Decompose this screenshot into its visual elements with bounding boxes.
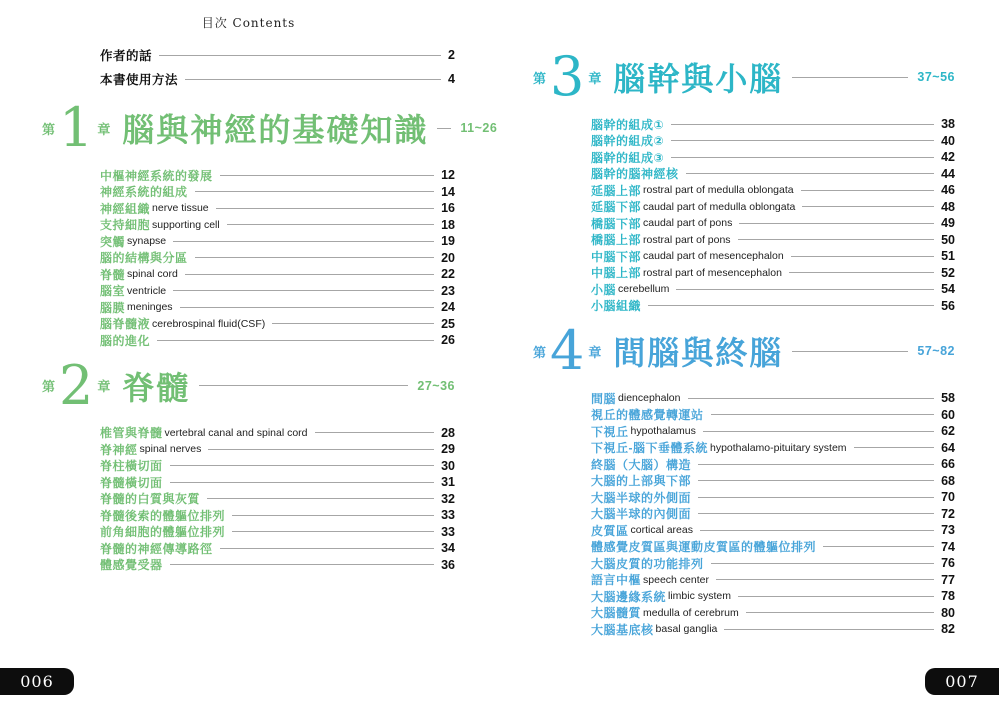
toc-entry-row — [100, 540, 455, 557]
leader-line — [700, 530, 934, 531]
entry-page-number: 14 — [441, 184, 455, 199]
entry-title-en: spinal nerves — [139, 443, 202, 456]
entry-page-number: 40 — [941, 133, 955, 148]
entry-page-number: 66 — [941, 457, 955, 472]
toc-entry-row — [100, 233, 455, 250]
leader-line — [792, 77, 908, 78]
toc-entry-row — [591, 440, 955, 457]
chapter-page-range: 57~82 — [917, 344, 955, 358]
chapters-left-column — [42, 96, 498, 573]
chapter-suffix-label: 章 — [588, 344, 602, 360]
entry-page-number: 76 — [941, 556, 955, 571]
leader-line — [791, 256, 934, 257]
toc-entry-row — [100, 316, 455, 333]
entry-page-number: 64 — [941, 440, 955, 455]
toc-entry-row — [591, 390, 955, 407]
chapter-entry-list — [100, 425, 455, 574]
entry-title-zh: 前角細胞的體軀位排列 — [100, 525, 226, 540]
entry-title-en: hypothalamo-pituitary system — [710, 441, 847, 454]
leader-line — [676, 289, 934, 290]
toc-entry-row — [100, 184, 455, 201]
right-page — [533, 40, 955, 638]
entry-title-zh: 視丘的體感覺轉運站 — [591, 408, 704, 423]
toc-entry-row — [100, 299, 455, 316]
leader-line — [232, 531, 434, 532]
entry-title-en: caudal part of mesencephalon — [643, 250, 784, 263]
entry-title-zh: 脊髓 — [100, 267, 126, 282]
leader-line — [272, 323, 434, 324]
toc-entry-row — [591, 522, 955, 539]
front-matter-row — [100, 43, 455, 67]
leader-line — [220, 175, 435, 176]
entry-page-number: 77 — [941, 572, 955, 587]
leader-line — [724, 629, 934, 630]
leader-line — [688, 398, 935, 399]
entry-title-zh: 脊柱橫切面 — [100, 459, 163, 474]
toc-entry-row — [100, 167, 455, 184]
entry-page-number: 72 — [941, 506, 955, 521]
chapter-entry-list — [100, 167, 455, 349]
entry-page-number: 78 — [941, 589, 955, 604]
toc-entry-row — [591, 281, 955, 298]
entry-page-number: 25 — [441, 316, 455, 331]
entry-page-number: 74 — [941, 539, 955, 554]
entry-title-zh: 腦幹的腦神經核 — [591, 167, 679, 182]
leader-line — [315, 432, 435, 433]
chapter-number: 3 — [550, 45, 585, 108]
leader-line — [437, 128, 451, 129]
leader-line — [170, 465, 435, 466]
entry-title-en: basal ganglia — [655, 623, 718, 636]
entry-title-zh: 大腦基底核 — [591, 622, 654, 637]
leader-line — [185, 79, 441, 80]
leader-line — [711, 563, 935, 564]
entry-title-zh: 大腦皮質的功能排列 — [591, 556, 704, 571]
entry-title-en: hypothalamus — [630, 425, 696, 438]
leader-line — [739, 223, 934, 224]
chapter-title: 脊髓 — [122, 369, 191, 406]
leader-line — [195, 191, 435, 192]
entry-title-en: rostral part of medulla oblongata — [643, 184, 794, 197]
toc-entry-row — [591, 149, 955, 166]
leader-line — [185, 274, 434, 275]
entry-page-number: 51 — [941, 249, 955, 264]
entry-page-number: 36 — [441, 557, 455, 572]
entry-title-zh: 腦幹的組成② — [591, 134, 665, 149]
entry-title-en: caudal part of pons — [643, 217, 733, 230]
toc-entry-row — [591, 473, 955, 490]
leader-line — [220, 548, 435, 549]
chapter-3 — [533, 45, 955, 314]
entry-page-number: 80 — [941, 605, 955, 620]
entry-title-zh: 脊神經 — [100, 442, 138, 457]
entry-title-zh: 支持細胞 — [100, 218, 151, 233]
chapter-title: 腦與神經的基礎知識 — [122, 112, 429, 148]
entry-page-number: 20 — [441, 250, 455, 265]
chapter-suffix-label: 章 — [97, 379, 111, 394]
leader-line — [738, 239, 935, 240]
chapter-heading — [42, 96, 498, 159]
entry-title-zh: 椎管與脊髓 — [100, 426, 163, 441]
toc-entry-row — [591, 588, 955, 605]
entry-title-en: medulla of cerebrum — [643, 606, 739, 619]
entry-page-number: 48 — [941, 199, 955, 214]
entry-page-number: 62 — [941, 424, 955, 439]
entry-page-number: 38 — [941, 117, 955, 132]
entry-page-number: 52 — [941, 265, 955, 280]
leader-line — [648, 305, 934, 306]
entry-title-zh: 腦的結構與分區 — [100, 251, 188, 266]
page-number-right: 007 — [925, 668, 999, 695]
entry-page-number: 23 — [441, 283, 455, 298]
leader-line — [671, 157, 934, 158]
entry-title-zh: 中腦下部 — [591, 249, 642, 264]
toc-entry-row — [591, 166, 955, 183]
chapter-1 — [42, 96, 498, 349]
toc-entry-row — [100, 491, 455, 508]
entry-page-number: 49 — [941, 216, 955, 231]
entry-title-zh: 小腦 — [591, 282, 617, 297]
entry-title-en: rostral part of pons — [643, 233, 731, 246]
chapter-suffix-label: 章 — [588, 70, 602, 86]
leader-line — [854, 447, 935, 448]
toc-entry-row — [100, 474, 455, 491]
entry-page-number: 32 — [441, 491, 455, 506]
toc-entry-row — [100, 425, 455, 442]
toc-entry-row — [591, 182, 955, 199]
entry-title-zh: 下視丘-腦下垂體系統 — [591, 441, 708, 456]
chapter-prefix-label: 第 — [533, 344, 547, 360]
entry-title-en: synapse — [127, 235, 167, 248]
entry-title-zh: 體感覺皮質區與運動皮質區的體軀位排列 — [591, 540, 817, 555]
entry-title-en: ventricle — [127, 284, 167, 297]
entry-title-zh: 下視丘 — [591, 424, 629, 439]
entry-page-number: 30 — [441, 458, 455, 473]
entry-title-en: nerve tissue — [152, 202, 209, 215]
entry-title-zh: 脊髓後索的體軀位排列 — [100, 508, 226, 523]
left-page — [42, 14, 498, 573]
toc-entry-row — [100, 458, 455, 475]
toc-entry-row — [591, 199, 955, 216]
chapter-page-range: 27~36 — [417, 378, 455, 393]
entry-title-zh: 橋腦上部 — [591, 233, 642, 248]
entry-title-zh: 大腦髓質 — [591, 606, 642, 621]
chapter-heading — [533, 319, 955, 382]
contents-header: 目次 Contents — [201, 16, 296, 30]
entry-page-number: 82 — [941, 622, 955, 637]
toc-entry-row — [591, 407, 955, 424]
entry-title-zh: 延腦上部 — [591, 183, 642, 198]
entry-title-zh: 大腦半球的外側面 — [591, 490, 692, 505]
entry-page-number: 33 — [441, 508, 455, 523]
chapter-number: 1 — [59, 96, 94, 159]
entry-page-number: 33 — [441, 524, 455, 539]
page-number: 4 — [448, 72, 455, 86]
toc-entry-row — [591, 298, 955, 315]
leader-line — [207, 498, 434, 499]
leader-line — [792, 351, 908, 352]
entry-title-zh: 脊髓的白質與灰質 — [100, 492, 201, 507]
entry-title-en: speech center — [643, 573, 709, 586]
entry-page-number: 44 — [941, 166, 955, 181]
entry-title-zh: 神經組織 — [100, 201, 151, 216]
leader-line — [716, 579, 934, 580]
chapter-title: 腦幹與小腦 — [613, 61, 784, 97]
toc-entry-row — [591, 555, 955, 572]
entry-title-zh: 脊髓橫切面 — [100, 475, 163, 490]
entry-page-number: 46 — [941, 183, 955, 198]
leader-line — [746, 612, 934, 613]
leader-line — [801, 190, 934, 191]
entry-title-zh: 神經系統的組成 — [100, 185, 188, 200]
entry-title-zh: 大腦半球的內側面 — [591, 507, 692, 522]
front-matter-title: 本書使用方法 — [100, 73, 179, 87]
toc-entry-row — [591, 248, 955, 265]
toc-entry-row — [100, 217, 455, 234]
entry-title-zh: 腦室 — [100, 284, 126, 299]
entry-page-number: 70 — [941, 490, 955, 505]
leader-line — [170, 482, 435, 483]
leader-line — [195, 257, 435, 258]
toc-entry-row — [100, 557, 455, 574]
chapter-heading — [42, 353, 455, 417]
entry-page-number: 26 — [441, 333, 455, 348]
leader-line — [208, 449, 434, 450]
leader-line — [157, 340, 434, 341]
entry-title-en: cerebellum — [618, 283, 670, 296]
entry-title-zh: 腦脊髓液 — [100, 317, 151, 332]
entry-title-zh: 腦幹的組成① — [591, 117, 665, 132]
entry-page-number: 58 — [941, 391, 955, 406]
toc-entry-row — [100, 441, 455, 458]
toc-entry-row — [591, 265, 955, 282]
toc-entry-row — [591, 506, 955, 523]
entry-title-zh: 終腦（大腦）構造 — [591, 457, 692, 472]
chapter-4 — [533, 319, 955, 638]
chapter-prefix-label: 第 — [533, 70, 547, 86]
chapter-2 — [42, 353, 455, 574]
leader-line — [180, 307, 435, 308]
entry-page-number: 42 — [941, 150, 955, 165]
entry-title-zh: 脊髓的神經傳導路徑 — [100, 541, 213, 556]
leader-line — [173, 241, 434, 242]
entry-page-number: 28 — [441, 425, 455, 440]
entry-page-number: 68 — [941, 473, 955, 488]
leader-line — [703, 431, 934, 432]
entry-page-number: 19 — [441, 234, 455, 249]
entry-title-zh: 腦膜 — [100, 300, 126, 315]
entry-page-number: 12 — [441, 168, 455, 183]
entry-page-number: 24 — [441, 300, 455, 315]
toc-entry-row — [591, 133, 955, 150]
toc-entry-row — [591, 215, 955, 232]
chapter-entry-list — [591, 116, 955, 314]
toc-entry-row — [591, 232, 955, 249]
entry-title-zh: 橋腦下部 — [591, 216, 642, 231]
entry-title-en: limbic system — [668, 590, 732, 603]
toc-entry-row — [100, 200, 455, 217]
leader-line — [698, 513, 934, 514]
entry-title-en: cerebrospinal fluid(CSF) — [152, 317, 266, 330]
leader-line — [232, 515, 434, 516]
entry-title-zh: 間腦 — [591, 391, 617, 406]
page-number: 2 — [448, 48, 455, 62]
chapter-page-range: 11~26 — [460, 121, 498, 135]
chapter-page-range: 37~56 — [917, 70, 955, 84]
entry-title-zh: 腦幹的組成③ — [591, 150, 665, 165]
entry-title-en: meninges — [127, 301, 173, 314]
toc-entry-row — [100, 266, 455, 283]
entry-title-en: caudal part of medulla oblongata — [643, 200, 796, 213]
entry-title-zh: 大腦的上部與下部 — [591, 474, 692, 489]
toc-entry-row — [591, 489, 955, 506]
entry-page-number: 56 — [941, 298, 955, 313]
entry-title-zh: 延腦下部 — [591, 200, 642, 215]
entry-title-zh: 語言中樞 — [591, 573, 642, 588]
toc-entry-row — [100, 283, 455, 300]
front-matter-row — [100, 67, 455, 91]
leader-line — [170, 564, 435, 565]
entry-title-en: supporting cell — [152, 218, 220, 231]
front-matter-list — [100, 43, 455, 91]
leader-line — [227, 224, 434, 225]
toc-entry-row — [100, 332, 455, 349]
toc-entry-row — [591, 456, 955, 473]
toc-entry-row — [100, 250, 455, 267]
leader-line — [789, 272, 934, 273]
leader-line — [671, 140, 934, 141]
chapter-suffix-label: 章 — [97, 121, 111, 137]
toc-entry-row — [591, 621, 955, 638]
entry-title-zh: 小腦組織 — [591, 299, 642, 314]
leader-line — [738, 596, 934, 597]
entry-page-number: 29 — [441, 442, 455, 457]
leader-line — [671, 124, 934, 125]
entry-title-en: diencephalon — [618, 392, 681, 405]
toc-entry-row — [591, 423, 955, 440]
chapter-number: 2 — [59, 353, 94, 417]
page-number-left: 006 — [0, 668, 74, 695]
front-matter-title: 作者的話 — [100, 49, 153, 63]
leader-line — [159, 55, 441, 56]
toc-entry-row — [591, 539, 955, 556]
leader-line — [199, 385, 408, 386]
chapter-entry-list — [591, 390, 955, 638]
entry-page-number: 16 — [441, 201, 455, 216]
leader-line — [698, 480, 934, 481]
entry-page-number: 18 — [441, 217, 455, 232]
chapter-number: 4 — [550, 319, 585, 382]
entry-title-en: rostral part of mesencephalon — [643, 266, 782, 279]
entry-page-number: 54 — [941, 282, 955, 297]
entry-page-number: 73 — [941, 523, 955, 538]
entry-title-zh: 腦的進化 — [100, 333, 151, 348]
chapter-prefix-label: 第 — [42, 379, 56, 394]
toc-entry-row — [100, 524, 455, 541]
chapter-prefix-label: 第 — [42, 121, 56, 137]
toc-entry-row — [591, 116, 955, 133]
leader-line — [823, 546, 934, 547]
entry-title-zh: 突觸 — [100, 234, 126, 249]
entry-title-en: cortical areas — [630, 524, 693, 537]
leader-line — [698, 464, 934, 465]
chapter-title: 間腦與終腦 — [613, 335, 784, 371]
leader-line — [802, 206, 934, 207]
toc-entry-row — [591, 605, 955, 622]
leader-line — [686, 173, 935, 174]
entry-page-number: 50 — [941, 232, 955, 247]
entry-page-number: 22 — [441, 267, 455, 282]
entry-title-zh: 中腦上部 — [591, 266, 642, 281]
entry-title-zh: 皮質區 — [591, 523, 629, 538]
entry-page-number: 31 — [441, 475, 455, 490]
leader-line — [711, 414, 935, 415]
entry-title-zh: 體感覺受器 — [100, 558, 163, 573]
chapters-right-column — [533, 45, 955, 638]
leader-line — [698, 497, 934, 498]
toc-entry-row — [100, 507, 455, 524]
chapter-heading — [533, 45, 955, 108]
entry-title-en: vertebral canal and spinal cord — [164, 426, 308, 439]
entry-title-zh: 大腦邊緣系統 — [591, 589, 667, 604]
entry-page-number: 34 — [441, 541, 455, 556]
entry-title-zh: 中樞神經系統的發展 — [100, 168, 213, 183]
toc-entry-row — [591, 572, 955, 589]
leader-line — [216, 208, 434, 209]
entry-page-number: 60 — [941, 407, 955, 422]
entry-title-en: spinal cord — [127, 268, 178, 281]
leader-line — [173, 290, 434, 291]
